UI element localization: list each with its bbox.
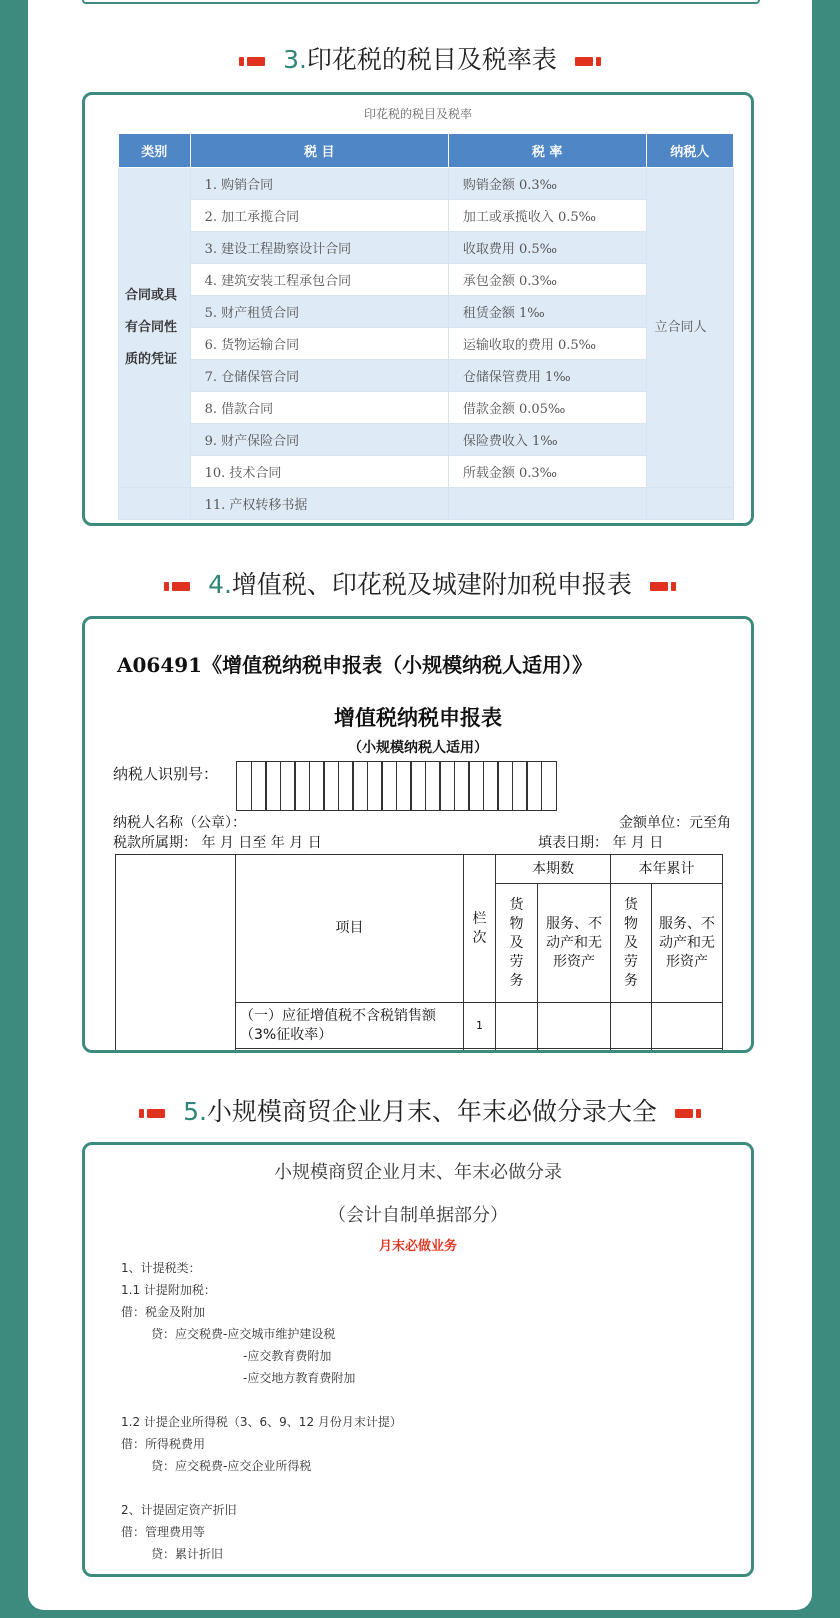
rate-cell: 借款金额 0.05‰ <box>448 392 646 424</box>
section-title-text: 增值税、印花税及城建附加税申报表 <box>231 570 632 599</box>
entry-line: 借：所得税费用 <box>121 1437 206 1451</box>
entry-line: 借：管理费用等 <box>121 1525 206 1539</box>
taxpayer-cell: 立合同人 <box>646 168 734 488</box>
table-header-row <box>119 134 734 168</box>
table-row <box>119 456 734 488</box>
entries-subtitle: （会计自制单据部分） <box>328 1205 508 1226</box>
section-number: 5. <box>183 1097 207 1126</box>
entry-line: 1、计提税类： <box>121 1261 201 1275</box>
form-code-title: A06491《增值税纳税申报表（小规模纳税人适用）》 <box>117 653 593 677</box>
table-row <box>119 232 734 264</box>
item-cell: 4. 建筑安装工程承包合同 <box>190 264 448 296</box>
item-cell: 1. 购销合同 <box>190 168 448 200</box>
form-heading: 增值税纳税申报表 <box>334 705 502 730</box>
rate-cell: 收取费用 0.5‰ <box>448 232 646 264</box>
item-cell: 3. 建设工程勘察设计合同 <box>190 232 448 264</box>
header-rate: 税 率 <box>448 134 646 168</box>
vat-form-table <box>115 854 723 1053</box>
taxpayer-id-label: 纳税人识别号： <box>113 765 219 783</box>
entries-red-title: 月末必做业务 <box>378 1239 457 1254</box>
item-cell: 10. 技术合同 <box>190 456 448 488</box>
previous-card-bottom <box>82 0 760 4</box>
fill-date-label: 填表日期： 年 月 日 <box>538 835 664 851</box>
rate-cell: 承包金额 0.3‰ <box>448 264 646 296</box>
goods-header: 货物及劳务 <box>611 884 652 1003</box>
stamp-tax-table <box>118 133 734 520</box>
item-cell: 6. 货物运输合同 <box>190 328 448 360</box>
section-number: 4. <box>208 570 232 599</box>
item-cell: 7. 仓储保管合同 <box>190 360 448 392</box>
amount-unit-label: 金额单位：元至角 <box>619 815 731 831</box>
line-header: 栏次 <box>464 855 496 1003</box>
title-decoration-right <box>675 1109 701 1118</box>
title-decoration-left <box>139 1109 165 1118</box>
entry-line: -应交地方教育费附加 <box>243 1371 356 1385</box>
entries-title: 小规模商贸企业月末、年末必做分录 <box>274 1162 562 1183</box>
goods-header: 货物及劳务 <box>496 884 538 1003</box>
section-title-4 <box>0 565 840 601</box>
taxpayer-name-label: 纳税人名称（公章）： <box>113 815 246 831</box>
table-row <box>119 264 734 296</box>
item-cell: 2. 加工承揽合同 <box>190 200 448 232</box>
entry-line: -应交教育费附加 <box>243 1349 332 1363</box>
rate-cell: 所载金额 0.3‰ <box>448 456 646 488</box>
rate-cell: 仓储保管费用 1‰ <box>448 360 646 392</box>
form-subheading: （小规模纳税人适用） <box>348 740 488 756</box>
section-title-3 <box>0 40 840 76</box>
services-header: 服务、不动产和无形资产 <box>538 884 611 1003</box>
taxpayer-id-boxes <box>236 761 555 809</box>
table-row <box>119 200 734 232</box>
stamp-tax-table-card <box>82 92 754 526</box>
rate-cell: 加工或承揽收入 0.5‰ <box>448 200 646 232</box>
tax-period-label: 税款所属期： 年 月 日至 年 月 日 <box>113 835 322 851</box>
item-cell: 8. 借款合同 <box>190 392 448 424</box>
table-row <box>119 424 734 456</box>
rate-cell: 租赁金额 1‰ <box>448 296 646 328</box>
category-cell: 合同或具有合同性质的凭证 <box>119 168 191 488</box>
table-row <box>119 296 734 328</box>
section-number: 3. <box>283 45 307 74</box>
journal-entries-card <box>82 1142 754 1577</box>
title-decoration-left <box>164 582 190 591</box>
rate-cell: 保险费收入 1‰ <box>448 424 646 456</box>
entry-line: 贷：累计折旧 <box>151 1547 224 1561</box>
header-taxpayer: 纳税人 <box>646 134 734 168</box>
entry-line: 贷：应交税费-应交城市维护建设税 <box>151 1327 336 1341</box>
row1-line: 1 <box>464 1003 496 1049</box>
entry-line: 1.2 计提企业所得税（3、6、9、12 月份月末计提） <box>121 1415 402 1429</box>
services-header: 服务、不动产和无形资产 <box>652 884 723 1003</box>
rate-cell: 购销金额 0.3‰ <box>448 168 646 200</box>
current-period-header: 本期数 <box>496 855 611 884</box>
table-row <box>119 392 734 424</box>
item-header: 项目 <box>236 855 464 1003</box>
section-title-text: 印花税的税目及税率表 <box>306 45 557 74</box>
table-caption: 印花税的税目及税率 <box>363 107 472 121</box>
title-decoration-left <box>239 57 265 66</box>
entry-line: 贷：应交税费-应交企业所得税 <box>151 1459 312 1473</box>
entry-line: 1.1 计提附加税： <box>121 1283 216 1297</box>
header-category: 类别 <box>119 134 191 168</box>
entry-line: 借：税金及附加 <box>121 1305 206 1319</box>
category-cell-empty <box>119 488 191 520</box>
table-row <box>119 360 734 392</box>
row1-item: （一）应征增值税不含税销售额（3%征收率） <box>236 1003 464 1049</box>
item-cell: 5. 财产租赁合同 <box>190 296 448 328</box>
title-decoration-right <box>575 57 601 66</box>
rate-cell <box>448 488 646 520</box>
table-row <box>119 488 734 520</box>
section-title-5 <box>0 1092 840 1128</box>
table-row <box>119 168 734 200</box>
taxpayer-cell-empty <box>646 488 734 520</box>
table-row <box>119 328 734 360</box>
section-title-text: 小规模商贸企业月末、年末必做分录大全 <box>206 1097 657 1126</box>
header-item: 税 目 <box>190 134 448 168</box>
rate-cell: 运输收取的费用 0.5‰ <box>448 328 646 360</box>
blank-cell <box>116 855 236 1054</box>
entry-line: 2、计提固定资产折旧 <box>121 1503 237 1517</box>
title-decoration-right <box>650 582 676 591</box>
year-total-header: 本年累计 <box>611 855 723 884</box>
item-cell: 9. 财产保险合同 <box>190 424 448 456</box>
vat-form-card <box>82 616 754 1053</box>
item-cell: 11. 产权转移书据 <box>190 488 448 520</box>
